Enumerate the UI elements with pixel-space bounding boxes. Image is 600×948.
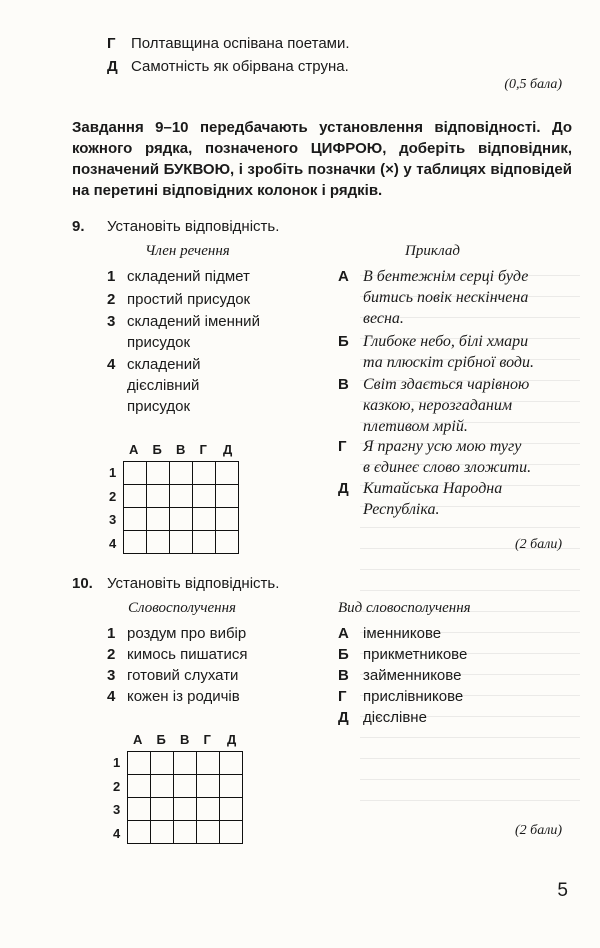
task9-right-letter: Д (338, 480, 349, 497)
task10-right-header: Вид словосполучення (338, 600, 471, 616)
task9-right-letter: В (338, 376, 349, 393)
task9-grid-answer-cell[interactable] (147, 508, 170, 531)
option-text-g: Полтавщина оспівана поетами. (131, 35, 350, 52)
task10-left-text: готовий слухати (127, 667, 239, 684)
top-points: (0,5 бала) (504, 77, 562, 92)
task10-grid-answer-cell[interactable] (174, 775, 197, 798)
task10-grid-answer-cell[interactable] (174, 752, 197, 775)
option-letter-g: Г (107, 35, 116, 52)
task9-left-number: 4 (107, 356, 116, 373)
task9-left-text: присудок (127, 334, 191, 351)
task9-right-text: Світ здається чарівною (363, 376, 530, 393)
option-text-d: Самотність як обірвана струна. (131, 58, 349, 75)
task10-grid-answer-cell[interactable] (128, 752, 151, 775)
task10-left-text: роздум про вибір (127, 625, 247, 642)
task9-grid-answer-cell[interactable] (170, 508, 193, 531)
task10-left-text: кожен із родичів (127, 688, 240, 705)
task9-grid-col-label: В (176, 442, 186, 457)
task9-grid-answer-cell[interactable] (216, 531, 239, 554)
task9-grid-answer-cell[interactable] (193, 485, 216, 508)
task9-grid-answer-cell[interactable] (170, 531, 193, 554)
task10-grid-answer-cell[interactable] (197, 821, 220, 844)
task9-left-header: Член речення (145, 243, 230, 259)
instruction-text: Завдання 9–10 передбачають установлення відповідності. До кожного рядка, позначеного ЦИФРОЮ, доберіть відповідник, позначений БУКВОЮ, і зробіть позначки (×) у таблицях відповідей на перетині відповідних колонок і рядків. (72, 119, 572, 199)
task10-number: 10. (72, 575, 93, 592)
task9-right-text: В бентежнім серці буде (363, 268, 529, 285)
task10-grid-answer-cell[interactable] (151, 821, 174, 844)
task9-left-text: простий присудок (127, 291, 251, 308)
page-number: 5 (557, 880, 568, 901)
task9-number: 9. (72, 218, 85, 235)
task10-right-letter: Б (338, 646, 349, 663)
task9-right-text: битись повік нескінчена (363, 289, 529, 306)
task9-grid-row-label: 4 (109, 535, 117, 551)
task9-right-header: Приклад (405, 243, 460, 259)
task10-left-text: кимось пишатися (127, 646, 248, 663)
task9-title: Установіть відповідність. (107, 218, 280, 235)
task10-grid-col-label: В (180, 732, 190, 747)
task9-right-letter: Г (338, 438, 347, 455)
task10-grid-row-label: 4 (113, 825, 121, 841)
task10-right-letter: Г (338, 688, 347, 705)
task10-grid-answer-cell[interactable] (220, 798, 243, 821)
task10-left-number: 1 (107, 625, 116, 642)
task10-grid-answer-cell[interactable] (151, 775, 174, 798)
task10-grid-answer-cell[interactable] (151, 798, 174, 821)
task10-points: (2 бали) (515, 823, 562, 838)
task9-grid-answer-cell[interactable] (170, 485, 193, 508)
task9-grid-answer-cell[interactable] (147, 462, 170, 485)
task9-grid-answer-cell[interactable] (193, 462, 216, 485)
task9-left-text: дієслівний (127, 377, 200, 394)
task9-grid-col-label: Д (223, 442, 233, 457)
task9-grid-answer-cell[interactable] (193, 531, 216, 554)
task10-left-number: 2 (107, 646, 116, 663)
task9-left-number: 3 (107, 313, 116, 330)
task9-grid-table (123, 461, 239, 554)
task10-grid-answer-cell[interactable] (151, 752, 174, 775)
task10-grid-row-label: 1 (113, 755, 121, 770)
task9-grid-col-label: А (129, 442, 139, 457)
task10-grid-answer-cell[interactable] (197, 752, 220, 775)
task10-grid-answer-cell[interactable] (220, 775, 243, 798)
task10-grid-col-label: Д (227, 732, 237, 747)
task10-grid-answer-cell[interactable] (220, 821, 243, 844)
task10-grid-answer-cell[interactable] (128, 798, 151, 821)
task9-left-text: присудок (127, 398, 191, 415)
task10-right-text: прислівникове (363, 688, 464, 705)
task9-right-letter: Б (338, 333, 349, 350)
task10-grid-col-label: Б (156, 732, 166, 747)
task10-grid-row-label: 3 (113, 802, 121, 817)
task9-grid-answer-cell[interactable] (124, 462, 147, 485)
task9-right-text: плетивом мрій. (363, 418, 468, 435)
task10-title: Установіть відповідність. (107, 575, 280, 592)
task9-grid-answer-cell[interactable] (216, 462, 239, 485)
task10-right-text: прикметникове (363, 646, 468, 663)
task9-grid-answer-cell[interactable] (124, 508, 147, 531)
task9-grid-row-label: 2 (109, 488, 117, 504)
task9-right-text: Глибоке небо, білі хмари (363, 333, 529, 350)
task9-grid-answer-cell[interactable] (216, 508, 239, 531)
task9-grid-col-label: Г (199, 442, 207, 457)
task10-grid-answer-cell[interactable] (197, 798, 220, 821)
task9-left-text: складений (127, 356, 201, 373)
task9-right-text: та плюскіт срібної води. (363, 354, 534, 371)
task10-right-letter: А (338, 625, 349, 642)
task9-grid-row-label: 3 (109, 512, 117, 527)
task9-left-number: 2 (107, 291, 116, 308)
task10-left-number: 4 (107, 688, 116, 705)
task9-grid-answer-cell[interactable] (124, 531, 147, 554)
task10-right-text: дієслівне (363, 709, 427, 726)
task9-right-letter: А (338, 268, 349, 285)
task9-points: (2 бали) (515, 537, 562, 552)
task9-right-text: весна. (363, 310, 404, 327)
task9-left-text: складений підмет (127, 268, 250, 285)
task10-grid-answer-cell[interactable] (128, 821, 151, 844)
task10-grid-col-label: А (133, 732, 143, 747)
task9-grid-answer-cell[interactable] (124, 485, 147, 508)
task9-right-text: казкою, нерозгаданим (363, 397, 513, 414)
task10-grid-answer-cell[interactable] (128, 775, 151, 798)
task9-right-text: Китайська Народна (363, 480, 503, 497)
task9-left-number: 1 (107, 268, 116, 285)
task10-right-letter: Д (338, 709, 349, 726)
task9-left-text: складений іменний (127, 313, 260, 330)
task10-right-text: іменникове (363, 625, 442, 642)
task9-grid-col-label: Б (152, 442, 162, 457)
task10-right-letter: В (338, 667, 349, 684)
task10-grid-answer-cell[interactable] (174, 821, 197, 844)
task10-grid-table (127, 751, 243, 844)
task10-grid-answer-cell[interactable] (197, 775, 220, 798)
task9-grid-answer-cell[interactable] (147, 531, 170, 554)
task10-grid-col-label: Г (203, 732, 211, 747)
task9-grid-answer-cell[interactable] (216, 485, 239, 508)
task10-grid-row-label: 2 (113, 778, 121, 794)
task10-left-number: 3 (107, 667, 116, 684)
task9-grid-answer-cell[interactable] (147, 485, 170, 508)
option-letter-d: Д (107, 58, 118, 75)
task9-grid-row-label: 1 (109, 465, 117, 480)
task9-grid-answer-cell[interactable] (193, 508, 216, 531)
task10-right-text: займенникове (363, 667, 462, 684)
task9-right-text: Я прагну усю мою тугу (363, 438, 522, 455)
task9-right-text: в єдинеє слово зложити. (363, 459, 532, 476)
task9-right-text: Республіка. (363, 501, 440, 518)
task10-grid-answer-cell[interactable] (174, 798, 197, 821)
task10-left-header: Словосполучення (128, 600, 236, 616)
task10-grid-answer-cell[interactable] (220, 752, 243, 775)
task9-grid-answer-cell[interactable] (170, 462, 193, 485)
